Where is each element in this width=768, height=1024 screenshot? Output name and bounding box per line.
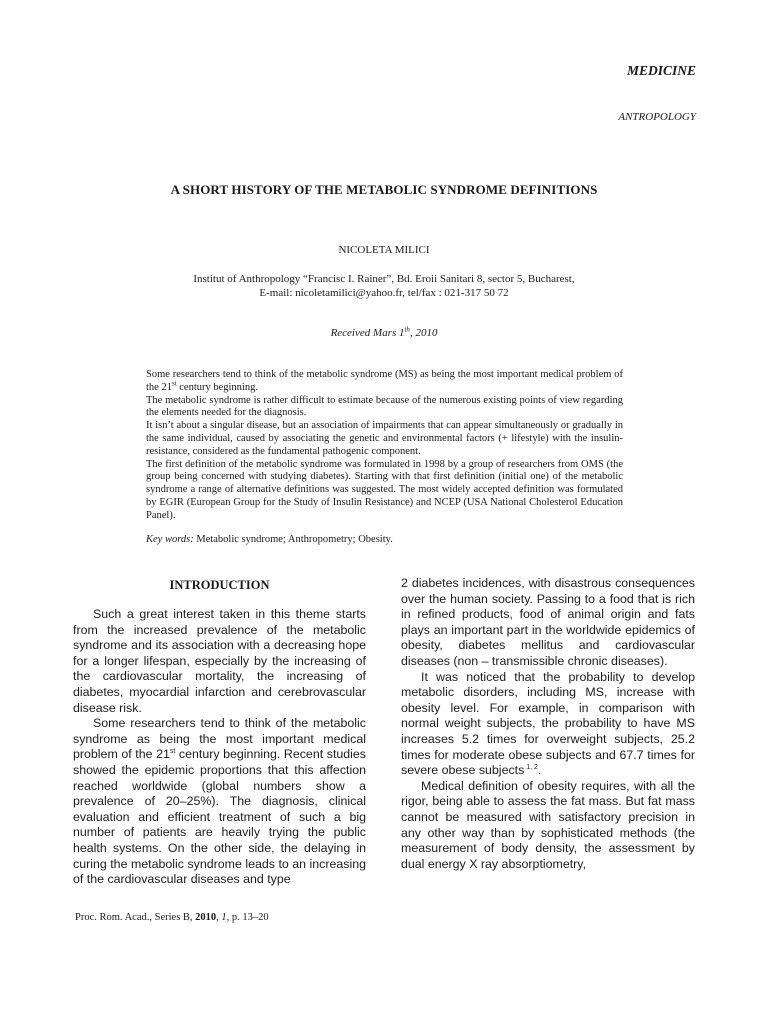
paper-title: A SHORT HISTORY OF THE METABOLIC SYNDROME DEFINITIONS xyxy=(170,182,598,197)
affiliation xyxy=(60,272,708,300)
abstract-paragraph xyxy=(146,369,623,395)
body-paragraph xyxy=(401,670,695,779)
body-text: century beginning. Recent studies showed the epidemic proportions that this affection reached worldwide (global numbers show a prevalence of 20–25%). The diagnosis, clinical evaluation and efficient treatment of such a big number of patients are heavily trying the public health systems. On the other side, the delaying in curing the metabolic syndrome leads to an increasing of the cardiovascular diseases and type xyxy=(73,747,367,887)
body-paragraph xyxy=(73,716,366,888)
keywords-text: Metabolic syndrome; Anthropometry; Obesity. xyxy=(193,534,393,545)
body-paragraph: Such a great interest taken in this theme starts from the increased prevalence of the metabolic syndrome and its association with a decreasing hope for a longer lifespan, especially by the increasing of the cardiovascular mortality, the increasing of diabetes, myocardial infarction and cerebrovascular disease risk. xyxy=(73,607,366,715)
subsection-label: ANTROPOLOGY xyxy=(618,111,696,123)
keywords-label: Key words: xyxy=(146,534,194,545)
received-date xyxy=(60,327,708,339)
body-column-left xyxy=(73,607,366,888)
received-suffix: , 2010 xyxy=(409,327,438,339)
body-text: Some researchers tend to think of the metabolic syndrome as being the most important medical problem of the 21 xyxy=(73,716,366,762)
citation-pages: , p. 13–20 xyxy=(226,912,269,923)
abstract-text: century beginning. xyxy=(176,381,258,393)
abstract-text: Some researchers tend to think of the metabolic syndrome (MS) as being the most important medical problem of the 21 xyxy=(146,369,623,393)
section-label: MEDICINE xyxy=(626,63,696,78)
body-column-right xyxy=(401,576,695,872)
received-sup: th xyxy=(404,325,410,334)
abstract-paragraph: It isn’t about a singular disease, but an association of impairments that can appear simultaneously or gradually in the same individual, caused by associating the genetic and environmental factors (+ lifestyle) with the insulin-resistance, considered as the fundamental pathogenic component. xyxy=(146,420,623,457)
body-paragraph: Medical definition of obesity requires, with all the rigor, being able to assess the fat mass. But fat mass cannot be measured with satisfactory precision in any other way than by sophisticated methods (the measurement of body density, the assessment by dual energy X ray absorptiometry, xyxy=(401,778,695,871)
body-sup: st xyxy=(169,748,176,756)
abstract-paragraph: The first definition of the metabolic syndrome was formulated in 1998 by a group of researchers from OMS (the group being concerned with studying diabetes). Starting with that first definition (initial one) of the metabolic syndrome a range of alternative definitions was suggested. The most widely accepted definition was formulated by EGIR (European Group for the Study of Insulin Resistance) and NCEP (USA National Cholesterol Education Panel). xyxy=(146,458,623,521)
affiliation-line-1: Institut of Anthropology “Francisc I. Rainer”, Bd. Eroii Sanitari 8, sector 5, Bucharest, xyxy=(193,273,575,285)
abstract xyxy=(146,369,623,523)
citation-year: 2010 xyxy=(195,912,217,923)
section-heading-introduction: INTRODUCTION xyxy=(169,578,270,592)
abstract-sup: st xyxy=(171,379,177,388)
body-sup: 1, 2 xyxy=(524,764,538,771)
author-name: NICOLETA MILICI xyxy=(338,244,430,256)
keywords xyxy=(146,534,623,545)
citation-separator: , xyxy=(216,912,222,923)
body-text: . xyxy=(537,763,542,778)
body-text: It was noticed that the probability to develop metabolic disorders, including MS, increase with obesity level. For example, in comparison with normal weight subjects, the probability to have MS increases 5.2 times for overweight subjects, 25.2 times for moderate obese subjects and 67.7 times for severe obese subjects xyxy=(401,669,695,778)
affiliation-line-2: E-mail: nicoletamilici@yahoo.fr, tel/fax : 021-317 50 72 xyxy=(259,287,509,299)
received-prefix: Received Mars 1 xyxy=(330,327,405,339)
citation-issue: 1 xyxy=(221,912,227,923)
abstract-paragraph: The metabolic syndrome is rather difficult to estimate because of the numerous existing points of view regarding the elements needed for the diagnosis. xyxy=(146,394,623,419)
body-paragraph: 2 diabetes incidences, with disastrous consequences over the human society. Passing to a food that is rich in refined products, food of animal origin and fats plays an important part in the worldwide epidemics of obesity, diabetes mellitus and cardiovascular diseases (non – transmissible chronic diseases). xyxy=(401,576,695,668)
journal-citation xyxy=(75,912,475,923)
citation-journal: Proc. Rom. Acad., Series B, xyxy=(75,912,196,923)
